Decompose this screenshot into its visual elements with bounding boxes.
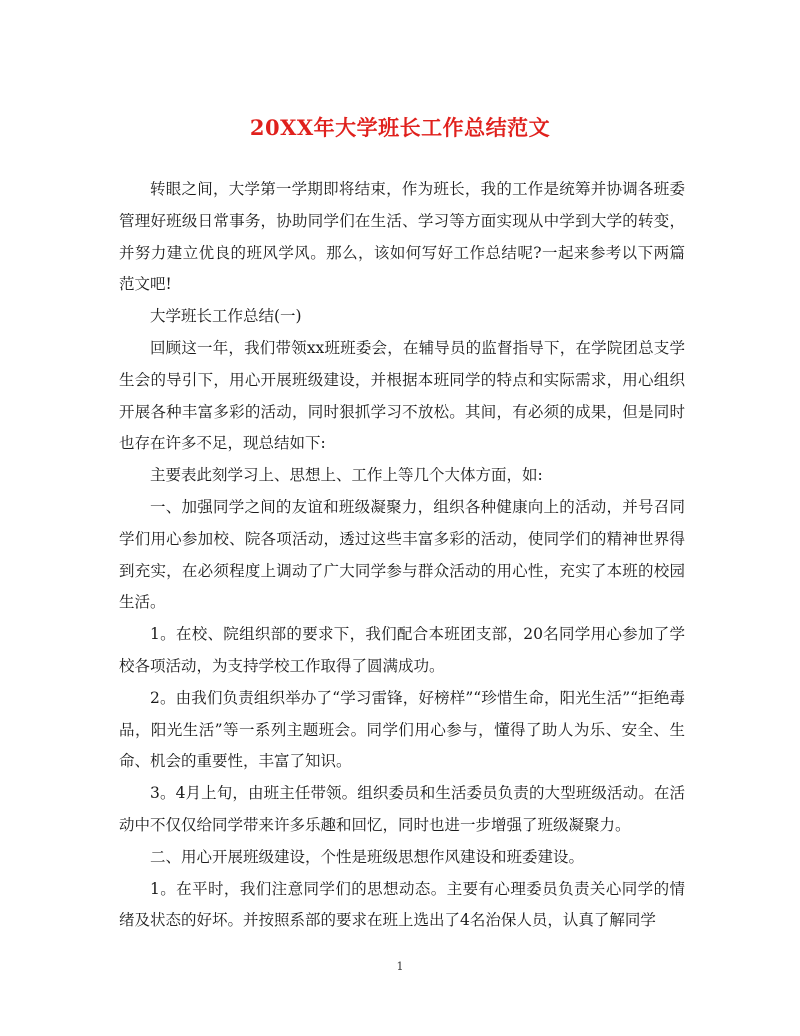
item-three-paragraph: 3。4月上旬，由班主任带领。组织委员和生活委员负责的大型班级活动。在活动中不仅仅给同学带来许多乐趣和回忆，同时也进一步增强了班级凝聚力。 <box>119 784 685 834</box>
intro-paragraph: 转眼之间，大学第一学期即将结束，作为班长，我的工作是统筹并协调各班委管理好班级日常事务，协助同学们在生活、学习等方面实现从中学到大学的转变，并努力建立优良的班风学风。那么，该如何写好工作总结呢?一起来参考以下两篇范文吧! <box>119 180 685 294</box>
review-paragraph: 回顾这一年，我们带领xx班班委会，在辅导员的监督指导下，在学院团总支学生会的导引下，用心开展班级建设，并根据本班同学的特点和实际需求，用心组织开展各种丰富多彩的活动，同时狠抓学习不放松。其间，有必须的成果，但是同时也存在许多不足，现总结如下: <box>119 338 685 453</box>
section-heading: 大学班长工作总结(一) <box>150 307 302 326</box>
document-title: 20XX年大学班长工作总结范文 <box>249 115 551 140</box>
page-number: 1 <box>396 960 404 973</box>
point-two-paragraph: 二、用心开展班级建设，个性是班级思想作风建设和班委建设。 <box>150 847 585 866</box>
document-body <box>119 174 685 937</box>
item-two-paragraph: 2。由我们负责组织举办了“学习雷锋，好榜样”“珍惜生命，阳光生活”“拒绝毒品，阳光生活”等一系列主题班会。同学们用心参与，懂得了助人为乐、安全、生命、机会的重要性，丰富了知识。 <box>119 688 685 771</box>
point-one-paragraph: 一、加强同学之间的友谊和班级凝聚力，组织各种健康向上的活动，并号召同学们用心参加校、院各项活动，透过这些丰富多彩的活动，使同学们的精神世界得到充实，在必须程度上调动了广大同学参与群众活动的用心性，充实了本班的校园生活。 <box>119 497 685 612</box>
item-one-paragraph: 1。在校、院组织部的要求下，我们配合本班团支部，20名同学用心参加了学校各项活动，为支持学校工作取得了圆满成功。 <box>119 625 685 675</box>
summary-paragraph: 主要表此刻学习上、思想上、工作上等几个大体方面，如: <box>150 466 543 485</box>
point-two-item-one-paragraph: 1。在平时，我们注意同学们的思想动态。主要有心理委员负责关心同学的情绪及状态的好坏。并按照系部的要求在班上选出了4名治保人员，认真了解同学 <box>119 879 685 930</box>
